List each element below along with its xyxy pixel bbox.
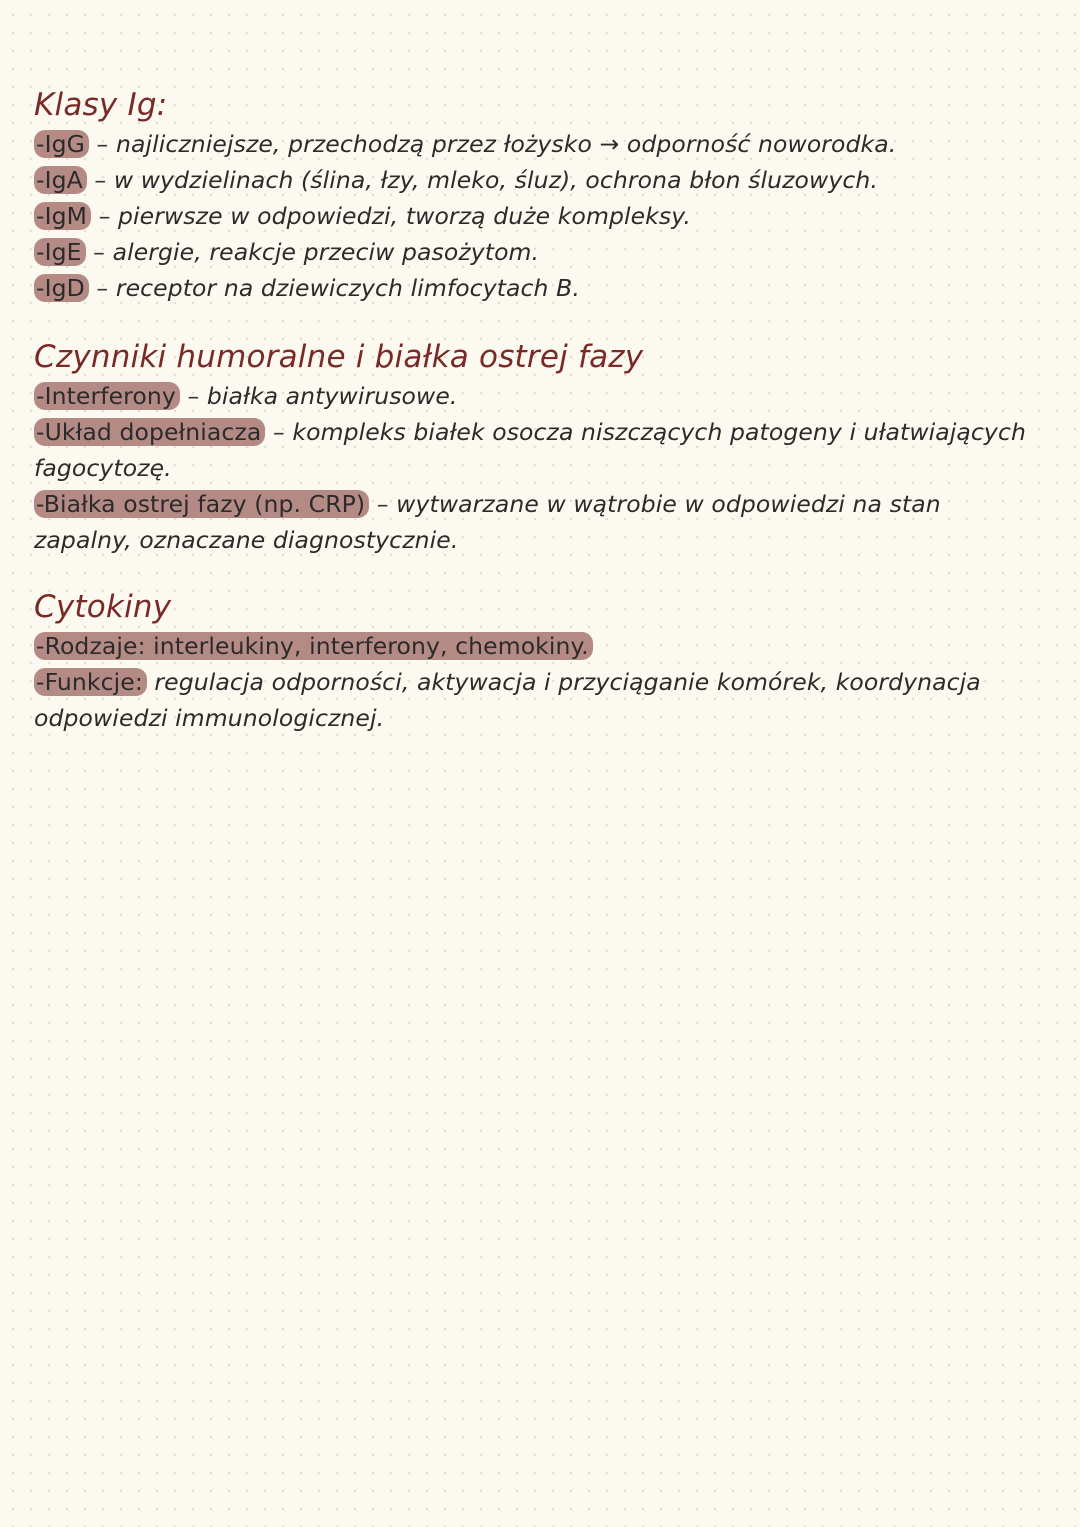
item-text: w wydzielinach (ślina, łzy, mleko, śluz), ochrona błon śluzowych.: [113, 166, 878, 194]
section-spacer: [34, 306, 1044, 336]
separator: –: [86, 166, 114, 194]
humoral-factors-list: [34, 378, 1044, 558]
item-text: wytwarzane w wątrobie w odpowiedzi na stan zapalny, oznaczane diagnostycznie.: [34, 490, 941, 554]
item-text: receptor na dziewiczych limfocytach B.: [115, 274, 580, 302]
item-text: regulacja odporności, aktywacja i przyciąganie komórek, koordynacja odpowiedzi immunologicznej.: [34, 668, 981, 732]
item-text: najliczniejsze, przechodzą przez łożysko → odporność noworodka.: [115, 130, 897, 158]
list-item: [34, 126, 1044, 162]
list-item: [34, 628, 1044, 664]
list-item: [34, 198, 1044, 234]
section-spacer: [34, 558, 1044, 586]
list-item: [34, 486, 1044, 558]
list-item: [34, 664, 1044, 736]
highlighted-term: -Interferony: [34, 382, 180, 410]
cytokines-list: [34, 628, 1044, 736]
section-title-cytokines: Cytokiny: [34, 589, 172, 625]
highlighted-term: -IgE: [34, 238, 86, 266]
list-item: [34, 162, 1044, 198]
separator: –: [88, 130, 116, 158]
list-item: [34, 234, 1044, 270]
highlighted-term: -IgG: [34, 130, 89, 158]
list-item: [34, 414, 1044, 486]
highlighted-term: -IgA: [34, 166, 87, 194]
ig-classes-list: [34, 126, 1044, 306]
highlighted-term: -Rodzaje: interleukiny, interferony, chemokiny.: [34, 632, 593, 660]
item-text: alergie, reakcje przeciw pasożytom.: [112, 238, 540, 266]
highlighted-term: -IgD: [34, 274, 89, 302]
section-title-humoral-factors: Czynniki humoralne i białka ostrej fazy: [34, 339, 644, 375]
separator: –: [88, 274, 116, 302]
separator: –: [91, 202, 119, 230]
item-text: kompleks białek osocza niszczących patogeny i ułatwiających fagocytozę.: [34, 418, 1026, 482]
highlighted-term: -IgM: [34, 202, 91, 230]
highlighted-term: -Układ dopełniacza: [34, 418, 265, 446]
separator: –: [85, 238, 113, 266]
separator: –: [369, 490, 397, 518]
section-title-ig-classes: Klasy Ig:: [34, 87, 168, 123]
separator: –: [179, 382, 207, 410]
highlighted-term: -Białka ostrej fazy (np. CRP): [34, 490, 369, 518]
list-item: [34, 270, 1044, 306]
item-text: białka antywirusowe.: [206, 382, 458, 410]
item-text: pierwsze w odpowiedzi, tworzą duże kompleksy.: [118, 202, 691, 230]
highlighted-term: -Funkcje:: [34, 668, 147, 696]
separator: –: [265, 418, 293, 446]
list-item: [34, 378, 1044, 414]
note-page: [34, 84, 1044, 736]
